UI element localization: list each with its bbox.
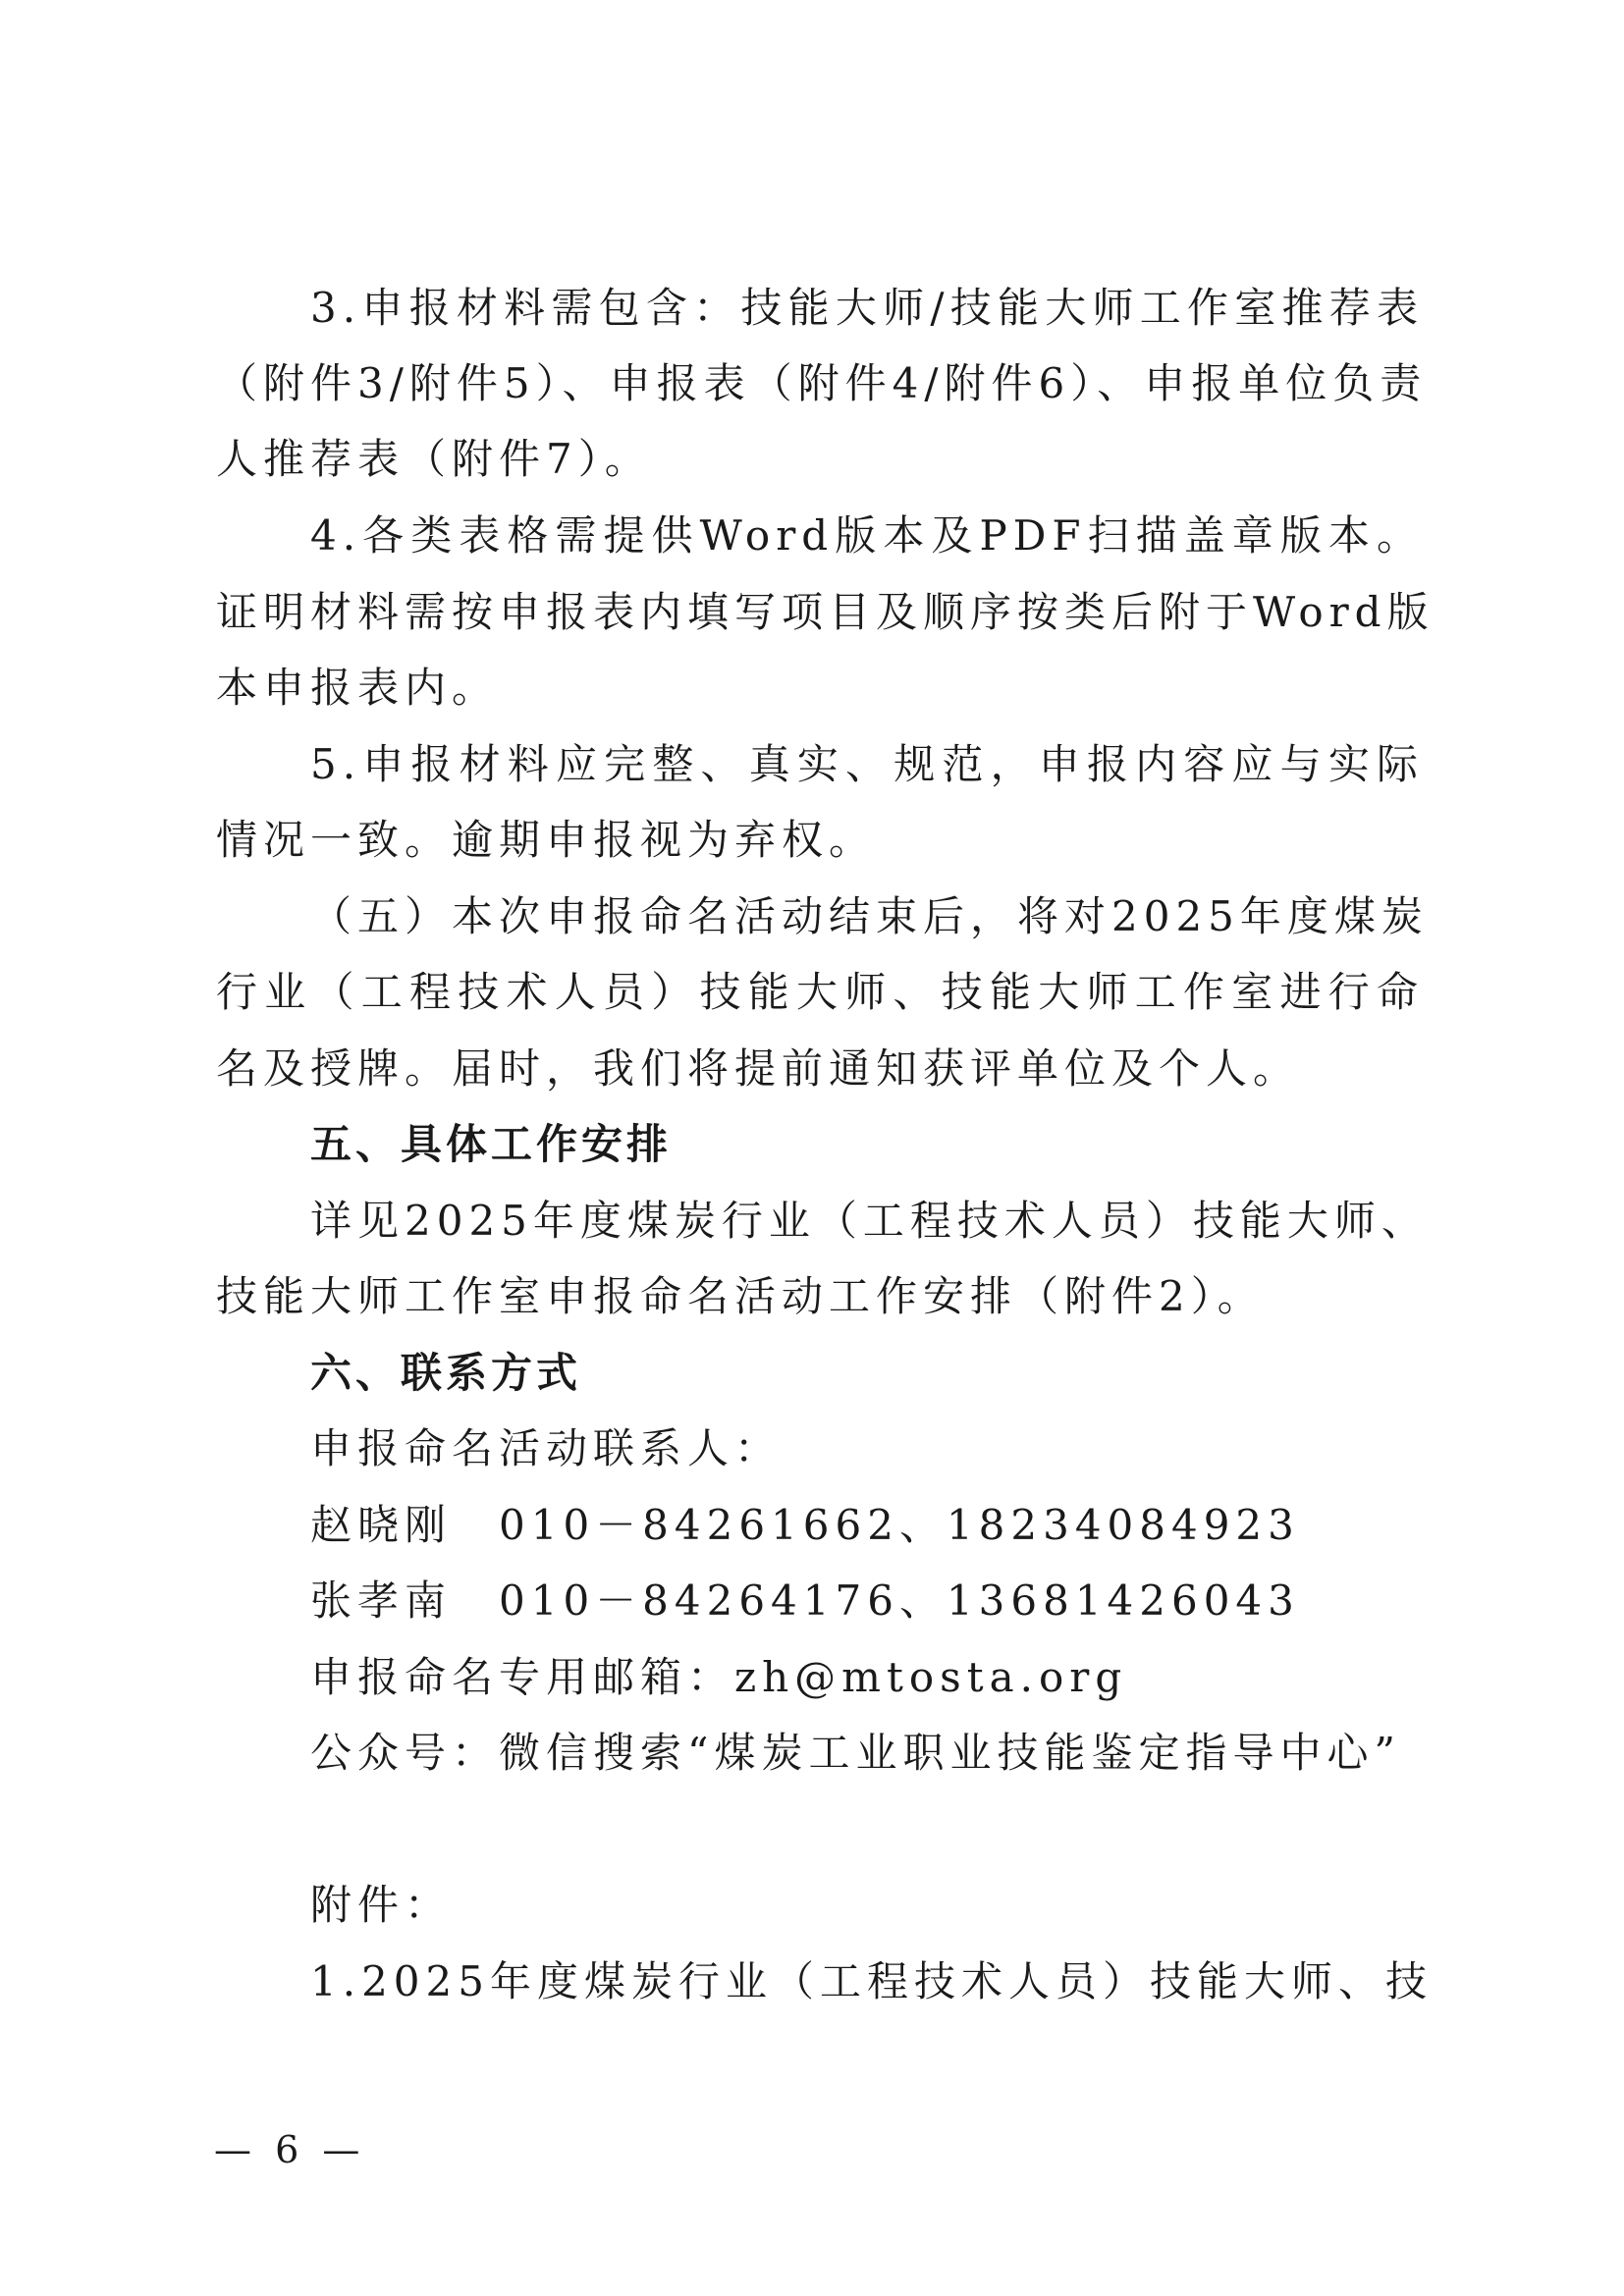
contact-zhang: 张孝南 010－84264176、13681426043	[310, 1576, 1300, 1625]
paragraph-3-line-1: 3.申报材料需包含：技能大师/技能大师工作室推荐表	[310, 284, 1424, 332]
paragraph-5-line-2: 情况一致。逾期申报视为弃权。	[216, 816, 877, 864]
contact-email: 申报命名专用邮箱：zh@mtosta.org	[310, 1653, 1128, 1701]
paragraph-6-line-3: 名及授牌。届时，我们将提前通知获评单位及个人。	[216, 1044, 1301, 1093]
section-5-line-1: 详见2025年度煤炭行业（工程技术人员）技能大师、	[310, 1197, 1429, 1245]
section-6-heading: 六、联系方式	[310, 1349, 582, 1397]
contact-label: 申报命名活动联系人：	[310, 1424, 783, 1472]
paragraph-4-line-3: 本申报表内。	[216, 664, 500, 712]
wechat-account: 公众号：微信搜索“煤炭工业职业技能鉴定指导中心”	[310, 1729, 1401, 1777]
paragraph-6-line-2: 行业（工程技术人员）技能大师、技能大师工作室进行命	[216, 968, 1424, 1016]
contact-zhao: 赵晓刚 010－84261662、18234084923	[310, 1501, 1300, 1549]
paragraph-3-line-3: 人推荐表（附件7）。	[216, 435, 652, 483]
attachment-1: 1.2025年度煤炭行业（工程技术人员）技能大师、技	[310, 1957, 1433, 2005]
page-number: — 6 —	[214, 2128, 366, 2171]
paragraph-6-line-1: （五）本次申报命名活动结束后，将对2025年度煤炭	[310, 892, 1429, 940]
section-5-line-2: 技能大师工作室申报命名活动工作安排（附件2）。	[216, 1272, 1265, 1320]
paragraph-4-line-1: 4.各类表格需提供Word版本及PDF扫描盖章版本。	[310, 511, 1424, 560]
attachments-label: 附件：	[310, 1881, 453, 1929]
paragraph-3-line-2: （附件3/附件5）、申报表（附件4/附件6）、申报单位负责	[216, 359, 1428, 407]
section-5-heading: 五、具体工作安排	[310, 1120, 673, 1168]
paragraph-4-line-2: 证明材料需按申报表内填写项目及顺序按类后附于Word版	[216, 588, 1435, 636]
paragraph-5-line-1: 5.申报材料应完整、真实、规范，申报内容应与实际	[310, 740, 1424, 788]
